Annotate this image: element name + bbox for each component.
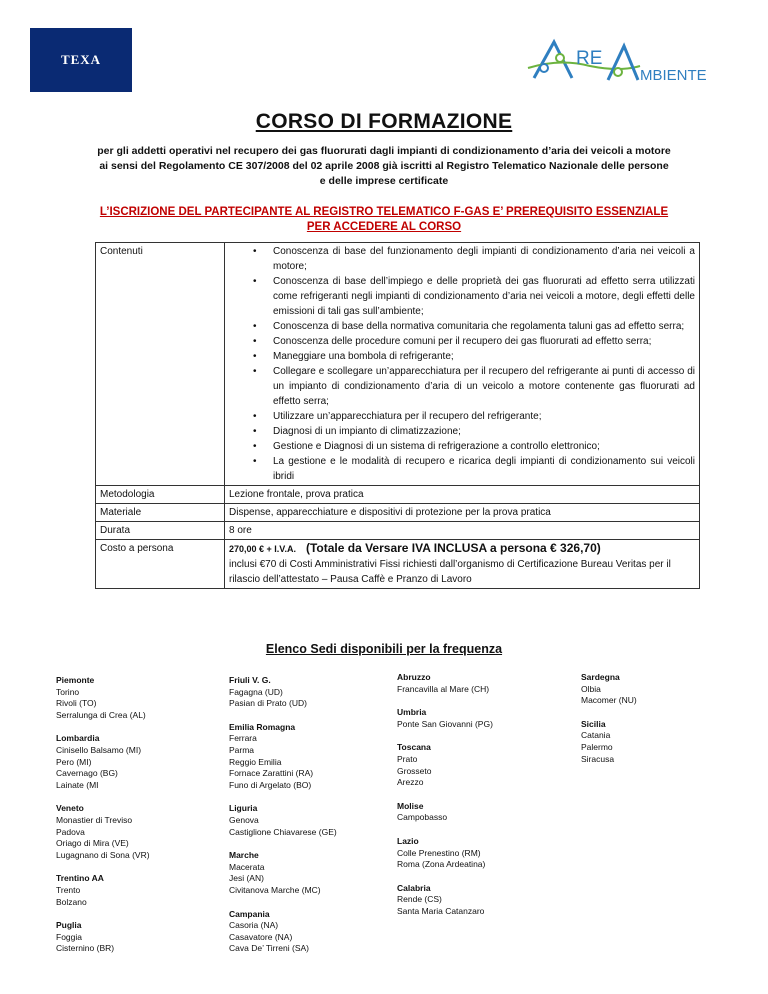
- city: Arezzo: [397, 777, 424, 788]
- costo-line: [229, 541, 695, 557]
- contenuti-list: [229, 244, 695, 484]
- sede-group: [229, 909, 337, 955]
- city: Bolzano: [56, 896, 87, 907]
- sedi-column: [229, 675, 337, 967]
- city: Jesi (AN): [229, 873, 264, 884]
- reambiente-logo: [520, 28, 720, 92]
- sede-group: [397, 672, 493, 695]
- city: Siracusa: [581, 753, 615, 764]
- sede-group: [56, 733, 150, 791]
- row-metodologia: [96, 486, 700, 504]
- sede-group: [229, 803, 337, 838]
- contenuti-item: • La gestione e le modalità di recupero e ricarica degli impianti di condizionamento sui veicoli ibridi: [273, 454, 695, 484]
- city: Padova: [56, 826, 85, 837]
- city: Prato: [397, 753, 418, 764]
- course-info-table: [95, 242, 700, 589]
- contenuti-item: • Conoscenza delle procedure comuni per il recupero dei gas fluorurati ad effetto serra;: [273, 334, 695, 349]
- costo-total: (Totale da Versare IVA INCLUSA a persona € 326,70): [305, 541, 601, 555]
- texa-logo-text: TEXA: [60, 52, 102, 67]
- city: Trento: [56, 884, 81, 895]
- city: Cinisello Balsamo (MI): [56, 744, 142, 755]
- region-name: Abruzzo: [397, 672, 431, 682]
- city: Cavernago (BG): [56, 768, 118, 779]
- sede-group: [581, 719, 637, 765]
- sede-group: [397, 742, 493, 788]
- region-name: Liguria: [229, 803, 258, 814]
- region-name: Sicilia: [581, 718, 606, 729]
- sede-group: [56, 873, 150, 908]
- row-materiale: [96, 504, 700, 522]
- sede-group: [229, 722, 337, 792]
- sedi-column: [56, 675, 150, 967]
- region-name: Lazio: [397, 835, 419, 846]
- materiale-label: Materiale: [96, 504, 225, 522]
- sede-group: [229, 850, 337, 896]
- city: Castiglione Chiavarese (GE): [229, 826, 337, 837]
- city: Campobasso: [397, 812, 448, 823]
- row-durata: [96, 522, 700, 540]
- contenuti-item: • Conoscenza di base del funzionamento degli impianti di condizionamento d’aria nei veicoli a motore;: [273, 244, 695, 274]
- contenuti-cell: [225, 243, 700, 486]
- city: Lainate (MI: [56, 779, 99, 790]
- sede-group: [397, 883, 493, 918]
- city: Parma: [229, 744, 255, 755]
- city: Pero (MI): [56, 756, 92, 767]
- costo-note: inclusi €70 di Costi Amministrativi Fissi richiesti dall’organismo di Certificazione Bureau Veritas per il rilascio dell’attestato – Pausa Caffè e Pranzo di Lavoro: [229, 559, 671, 585]
- reambiente-mbiente-text: MBIENTE: [640, 67, 707, 84]
- contenuti-item: • Conoscenza di base dell’impiego e delle proprietà dei gas fluorurati ad effetto serra utilizzati come refrigeranti negli impianti di condizionamento d’aria nei veicoli a motore, degli effetti delle emissioni di tali gas sull’ambiente;: [273, 274, 695, 319]
- region-name: Lombardia: [56, 733, 100, 744]
- city: Rivoli (TO): [56, 698, 97, 709]
- city: Ferrara: [229, 733, 257, 744]
- page-subtitle: per gli addetti operativi nel recupero dei gas fluorurati dagli impianti di condizionamento d’aria dei veicoli a motore ai sensi del Regolamento CE 307/2008 del 02 aprile 2008 già iscritti al Registro Telematico Nazionale delle persone e delle imprese certificate: [97, 145, 671, 187]
- contenuti-item: • Gestione e Diagnosi di un sistema di refrigerazione a controllo elettronico;: [273, 439, 695, 454]
- city: Ponte San Giovanni (PG): [397, 718, 493, 729]
- sede-group: [581, 672, 637, 707]
- city: Colle Prenestino (RM): [397, 847, 481, 858]
- city: Roma (Zona Ardeatina): [397, 859, 486, 870]
- city: Reggio Emilia: [229, 756, 282, 767]
- region-name: Toscana: [397, 742, 431, 753]
- city: Foggia: [56, 931, 82, 942]
- region-name: Emilia Romagna: [229, 721, 296, 732]
- city: Catania: [581, 730, 611, 741]
- materiale-value: Dispense, apparecchiature e dispositivi di protezione per la prova pratica: [225, 504, 700, 522]
- region-name: Veneto: [56, 803, 84, 814]
- city: Casavatore (NA): [229, 931, 293, 942]
- metodologia-label: Metodologia: [96, 486, 225, 504]
- city: Grosseto: [397, 765, 432, 776]
- costo-cell: [225, 540, 700, 589]
- page-title: CORSO DI FORMAZIONE: [255, 110, 513, 133]
- region-name: Umbria: [397, 707, 427, 718]
- contenuti-item: • Diagnosi di un impianto di climatizzazione;: [273, 424, 695, 439]
- city: Olbia: [581, 683, 601, 694]
- costo-label: Costo a persona: [96, 540, 225, 589]
- region-name: Friuli V. G.: [229, 675, 271, 685]
- costo-price: 270,00 € + I.V.A.: [229, 544, 296, 554]
- contenuti-item: • Conoscenza di base della normativa comunitaria che regolamenta taluni gas ad effetto serra;: [273, 319, 695, 334]
- region-name: Marche: [229, 850, 259, 861]
- durata-label: Durata: [96, 522, 225, 540]
- region-name: Puglia: [56, 920, 82, 931]
- city: Francavilla al Mare (CH): [397, 683, 490, 694]
- city: Santa Maria Catanzaro: [397, 905, 485, 916]
- city: Monastier di Treviso: [56, 814, 133, 825]
- metodologia-value: Lezione frontale, prova pratica: [225, 486, 700, 504]
- city: Casoria (NA): [229, 920, 279, 931]
- sedi-column: [581, 672, 637, 777]
- durata-value: 8 ore: [225, 522, 700, 540]
- city: Cisternino (BR): [56, 943, 115, 954]
- sedi-column: [397, 672, 493, 930]
- region-name: Sardegna: [581, 672, 620, 682]
- region-name: Campania: [229, 908, 270, 919]
- city: Macerata: [229, 861, 265, 872]
- sede-group: [397, 801, 493, 824]
- city: Fagagna (UD): [229, 686, 283, 697]
- sede-group: [397, 836, 493, 871]
- row-costo: [96, 540, 700, 589]
- city: Macomer (NU): [581, 695, 637, 706]
- city: Rende (CS): [397, 894, 442, 905]
- row-contenuti: [96, 243, 700, 486]
- city: Oriago di Mira (VE): [56, 838, 129, 849]
- region-name: Molise: [397, 800, 424, 811]
- sede-group: [229, 675, 337, 710]
- city: Funo di Argelato (BO): [229, 779, 312, 790]
- city: Palermo: [581, 741, 613, 752]
- contenuti-label: Contenuti: [96, 243, 225, 486]
- sede-group: [397, 707, 493, 730]
- region-name: Trentino AA: [56, 873, 104, 884]
- city: Genova: [229, 814, 259, 825]
- reambiente-re-text: RE: [576, 48, 603, 69]
- city: Lugagnano di Sona (VR): [56, 849, 150, 860]
- texa-logo: [30, 28, 132, 92]
- sede-group: [56, 675, 150, 721]
- city: Fornace Zarattini (RA): [229, 768, 314, 779]
- prerequisite-warning: L’ISCRIZIONE DEL PARTECIPANTE AL REGISTRO TELEMATICO F-GAS E’ PREREQUISITO ESSENZIALE PER ACCEDERE AL CORSO: [99, 206, 669, 233]
- contenuti-item: • Maneggiare una bombola di refrigerante;: [273, 349, 695, 364]
- city: Serralunga di Crea (AL): [56, 709, 146, 720]
- city: Civitanova Marche (MC): [229, 884, 321, 895]
- city: Pasian di Prato (UD): [229, 698, 307, 709]
- contenuti-item: • Utilizzare un’apparecchiatura per il recupero del refrigerante;: [273, 409, 695, 424]
- contenuti-item: • Collegare e scollegare un’apparecchiatura per il recupero del refrigerante ai punti di accesso di un impianto di condizionamento d’aria di un veicolo a motore contenente gas fluorurati ad effetto serra;: [273, 364, 695, 409]
- city: Cava De’ Tirreni (SA): [229, 943, 309, 954]
- region-name: Piemonte: [56, 675, 95, 685]
- region-name: Calabria: [397, 882, 431, 893]
- city: Torino: [56, 686, 80, 697]
- sede-group: [56, 803, 150, 861]
- sede-group: [56, 920, 150, 955]
- sedi-title: Elenco Sedi disponibili per la frequenza: [265, 642, 503, 656]
